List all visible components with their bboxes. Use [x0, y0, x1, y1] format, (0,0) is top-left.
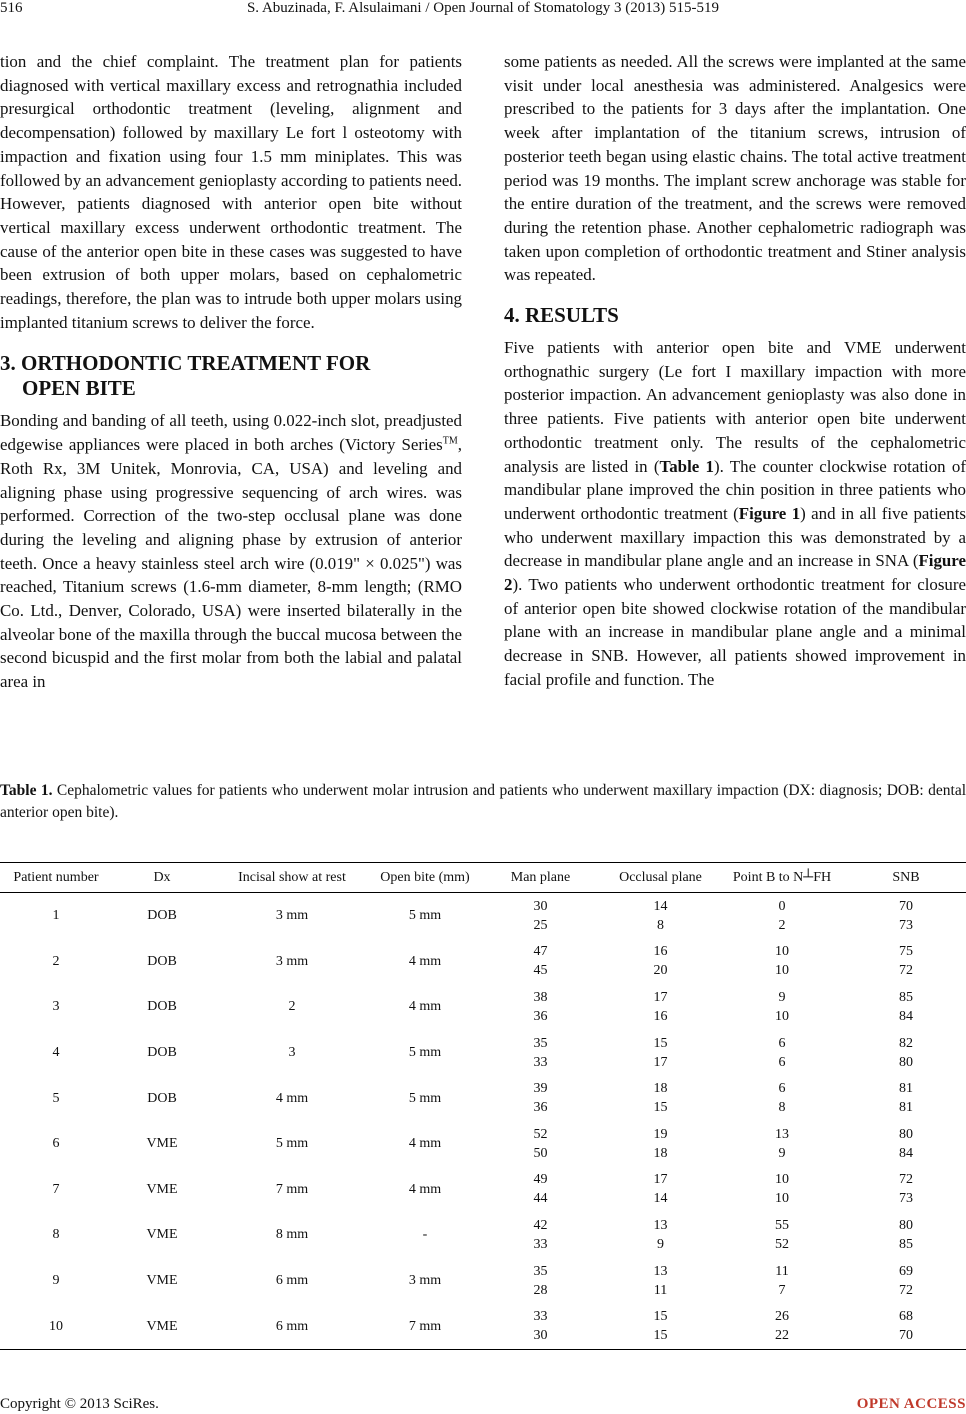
table-cell-occ: [603, 893, 718, 939]
column-header: Open bite (mm): [372, 863, 478, 893]
value-before: 15: [653, 1035, 668, 1051]
table-cell-incisal: 6 mm: [212, 1303, 372, 1349]
para-text: , Roth Rx, 3M Unitek, Monrovia, CA, USA) and leveling and aligning phase using progressive sequencing of arch wires. was performed. Correction of the two-step occlusal plane was done during the leveling and aligning phase by extrusion of anterior teeth. Once a heavy stainless steel arch wire (0.019" × 0.025") was reached, Titanium screws (1.6-mm diameter, 8-mm length; (RMO Co. Ltd., Denver, Colorado, USA) were inserted bilaterally in the alveolar bone of the maxilla through the buccal mucosa between the second bicuspid and the first molar from both the labial and palatal area in: [0, 435, 462, 692]
table-cell-occ: [603, 939, 718, 985]
figure-reference: Figure 2: [504, 551, 966, 595]
table-cell-incisal: 2: [288, 999, 296, 1015]
open-access-label: OPEN ACCESS: [856, 1396, 966, 1412]
table-cell-occ: [603, 1167, 718, 1213]
table-cell-openbite: 4 mm: [408, 999, 442, 1015]
value-after: 73: [899, 1191, 913, 1207]
table-cell-openbite: 5 mm: [408, 908, 442, 924]
cephalometric-table: [0, 862, 966, 1350]
table-cell-openbite: 5 mm: [408, 1045, 442, 1061]
value-before: 13: [775, 1126, 789, 1142]
value-before: 10: [775, 1172, 789, 1188]
table-cell-man: [478, 1258, 603, 1304]
value-after: 36: [533, 1100, 548, 1116]
table-cell-pb: [718, 939, 846, 985]
table-cell-dx: VME: [146, 1136, 178, 1152]
value-after: 10: [775, 1191, 789, 1207]
table-cell-openbite: 3 mm: [408, 1273, 442, 1289]
value-after: 50: [533, 1145, 548, 1161]
table-row: [0, 984, 966, 1030]
value-after: 9: [657, 1236, 664, 1252]
value-after: 73: [899, 917, 913, 933]
table-cell-incisal: 8 mm: [275, 1227, 309, 1243]
column-header: Occlusal plane: [603, 863, 718, 893]
table-cell-man: [478, 1303, 603, 1349]
value-after: 18: [653, 1145, 668, 1161]
table-cell-patient: 7: [52, 1181, 60, 1197]
table-body: [0, 893, 966, 1350]
table-cell-occ: [603, 1303, 718, 1349]
table-caption: [0, 780, 966, 824]
table-cell-pb: [718, 1258, 846, 1304]
table-cell-incisal: 3 mm: [275, 908, 309, 924]
table-cell-man: [478, 1167, 603, 1213]
value-before: 39: [533, 1081, 548, 1097]
left-paragraph-2: [0, 409, 462, 693]
value-before: 33: [533, 1309, 548, 1325]
value-before: 52: [533, 1126, 548, 1142]
value-after: 8: [778, 1100, 786, 1116]
table-cell-dx: VME: [146, 1181, 178, 1197]
value-before: 47: [533, 944, 548, 960]
table-cell-openbite: 5 mm: [408, 1090, 442, 1106]
para-text: Bonding and banding of all teeth, using 0.022-inch slot, preadjusted edgewise appliances were placed in both arches (Victory Series: [0, 411, 462, 455]
value-after: 80: [899, 1054, 913, 1070]
table-cell-pb: [718, 1303, 846, 1349]
table-cell-patient: 5: [52, 1090, 60, 1106]
table-cell-dx: DOB: [147, 908, 177, 924]
value-before: 17: [653, 989, 668, 1005]
table-cell-openbite: 4 mm: [408, 1181, 442, 1197]
table-reference: Table 1: [659, 456, 714, 476]
value-before: 35: [533, 1263, 548, 1279]
table-cell-incisal: 7 mm: [275, 1181, 309, 1197]
trademark-sup: TM: [442, 435, 458, 447]
value-after: 33: [533, 1054, 548, 1070]
page-header: [0, 0, 966, 32]
table-row: [0, 1075, 966, 1121]
value-before: 80: [899, 1126, 913, 1142]
table-cell-snb: [846, 1121, 966, 1167]
table-cell-snb: [846, 1167, 966, 1213]
value-after: 15: [653, 1100, 668, 1116]
value-after: 7: [778, 1282, 786, 1298]
running-head: S. Abuzinada, F. Alsulaimani / Open Journal of Stomatology 3 (2013) 515-519: [246, 0, 720, 16]
table-cell-man: [478, 1121, 603, 1167]
table-cell-pb: [718, 1167, 846, 1213]
value-after: 10: [775, 1008, 789, 1024]
value-after: 17: [653, 1054, 668, 1070]
value-before: 68: [899, 1309, 913, 1325]
value-after: 15: [653, 1328, 668, 1344]
value-before: 55: [775, 1217, 789, 1233]
value-before: 0: [778, 898, 786, 914]
heading-line-1: 3. ORTHODONTIC TREATMENT FOR: [0, 351, 371, 376]
value-after: 6: [778, 1054, 786, 1070]
right-column: [504, 50, 966, 692]
table-cell-patient: 4: [52, 1045, 60, 1061]
value-before: 19: [653, 1126, 668, 1142]
column-header: Patient number: [0, 863, 112, 893]
table-cell-patient: 6: [52, 1136, 60, 1152]
value-after: 84: [899, 1008, 913, 1024]
value-before: 81: [899, 1081, 913, 1097]
table-row: [0, 939, 966, 985]
column-header: Dx: [112, 863, 212, 893]
table-cell-snb: [846, 1212, 966, 1258]
value-after: 36: [533, 1008, 548, 1024]
value-before: 80: [899, 1217, 913, 1233]
value-before: 85: [899, 989, 913, 1005]
table-cell-dx: DOB: [147, 999, 177, 1015]
table-cell-pb: [718, 893, 846, 939]
value-before: 15: [653, 1309, 668, 1325]
table-cell-patient: 1: [52, 908, 60, 924]
value-before: 35: [533, 1035, 548, 1051]
value-before: 10: [775, 944, 789, 960]
table-cell-openbite: 4 mm: [408, 1136, 442, 1152]
value-before: 49: [533, 1172, 548, 1188]
value-after: 45: [533, 963, 548, 979]
value-before: 38: [533, 989, 548, 1005]
para-text: Five patients with anterior open bite and VME underwent orthognathic surgery (Le fort I maxillary impaction with more posterior impaction. An advancement genioplasty was also done in three patients. Five patients with anterior open bite underwent orthodontic treatment only. The results of the cephalometric analysis are listed in (: [504, 338, 966, 476]
table-cell-man: [478, 1075, 603, 1121]
page-number: 516: [0, 0, 23, 16]
column-header: SNB: [846, 863, 966, 893]
column-header: Man plane: [478, 863, 603, 893]
table-row: [0, 893, 966, 939]
value-before: 18: [653, 1081, 668, 1097]
table-row: [0, 1212, 966, 1258]
value-before: 72: [899, 1172, 913, 1188]
column-header: Point B to N┴FH: [718, 863, 846, 893]
table-row: [0, 1030, 966, 1076]
value-after: 33: [533, 1236, 548, 1252]
section-heading-orthodontic-treatment: [0, 351, 462, 401]
value-after: 72: [899, 963, 913, 979]
table-cell-dx: VME: [112, 1303, 212, 1349]
table-cell-pb: [718, 1212, 846, 1258]
table-cell-man: [478, 1030, 603, 1076]
table-cell-patient: 10: [0, 1303, 112, 1349]
value-after: 25: [533, 917, 548, 933]
table-cell-snb: [846, 1030, 966, 1076]
left-paragraph-1: tion and the chief complaint. The treatment plan for patients diagnosed with vertical maxillary excess and retrognathia included presurgical orthodontic treatment (leveling, alignment and decompensation) followed by maxillary Le fort l osteotomy with impaction and fixation using four 1.5 mm miniplates. This was followed by an advancement genioplasty according to patients need. However, patients diagnosed with anterior open bite without vertical maxillary excess underwent orthodontic treatment. The cause of the anterior open bite in these cases was suggested to have been extrusion of both upper molars, based on cephalometric readings, therefore, the plan was to intrude both upper molars using implanted titanium screws to deliver the force.: [0, 52, 462, 332]
value-before: 26: [775, 1309, 789, 1325]
value-before: 14: [653, 898, 668, 914]
table-cell-occ: [603, 1258, 718, 1304]
value-before: 82: [899, 1035, 913, 1051]
copyright-notice: Copyright © 2013 SciRes.: [0, 1396, 159, 1412]
value-before: 13: [653, 1263, 668, 1279]
column-header: Incisal show at rest: [212, 863, 372, 893]
value-before: 6: [778, 1035, 786, 1051]
value-before: 9: [778, 989, 786, 1005]
table-cell-snb: [846, 939, 966, 985]
value-after: 70: [899, 1328, 913, 1344]
left-column: [0, 50, 462, 694]
table-cell-patient: 9: [52, 1273, 60, 1289]
table-cell-pb: [718, 1121, 846, 1167]
value-after: 52: [775, 1236, 789, 1252]
heading-line-2: OPEN BITE: [22, 376, 136, 401]
caption-label: Table 1.: [0, 782, 53, 799]
table-cell-pb: [718, 1030, 846, 1076]
para-text: ) and in all five patients who underwent maxillary impaction this was demonstrated by a decrease in mandibular plane angle and an increase in SNA (: [504, 503, 966, 571]
table-cell-incisal: 6 mm: [275, 1273, 309, 1289]
table-cell-man: [478, 939, 603, 985]
table-row: [0, 1303, 966, 1349]
table-cell-dx: DOB: [147, 1090, 177, 1106]
value-before: 11: [775, 1263, 789, 1279]
value-before: 30: [533, 898, 548, 914]
table-cell-incisal: 3: [288, 1045, 296, 1061]
table-cell-man: [478, 984, 603, 1030]
table-cell-dx: DOB: [147, 953, 177, 969]
table-header-row: [0, 863, 966, 893]
right-paragraph-1: some patients as needed. All the screws were implanted at the same visit under local anesthesia was administered. Analgesics were prescribed to the patients for 3 days after the implantation. One week after implantation of the titanium screws, intrusion of posterior teeth began using elastic chains. The total active treatment period was 19 months. The implant screw anchorage was stable for the entire duration of the treatment, and the screws were removed during the retention phase. Another cephalometric radiograph was taken upon completion of orthodontic treatment and Stiner analysis was repeated.: [504, 52, 966, 285]
value-after: 84: [899, 1145, 913, 1161]
value-before: 17: [653, 1172, 668, 1188]
value-before: 42: [533, 1217, 548, 1233]
table-cell-patient: 3: [52, 999, 60, 1015]
value-before: 75: [899, 944, 913, 960]
table-cell-occ: [603, 1121, 718, 1167]
value-after: 72: [899, 1282, 913, 1298]
value-after: 2: [778, 917, 786, 933]
section-heading-results: 4. RESULTS: [504, 303, 619, 328]
value-after: 85: [899, 1236, 913, 1252]
value-after: 22: [775, 1328, 789, 1344]
table-cell-openbite: 7 mm: [372, 1303, 478, 1349]
table-cell-occ: [603, 1075, 718, 1121]
table-cell-patient: 2: [52, 953, 60, 969]
table-cell-man: [478, 893, 603, 939]
value-before: 69: [899, 1263, 913, 1279]
table-cell-incisal: 3 mm: [275, 953, 309, 969]
value-after: 20: [653, 963, 668, 979]
value-after: 81: [899, 1100, 913, 1116]
table-cell-snb: [846, 1303, 966, 1349]
table-row: [0, 1167, 966, 1213]
figure-reference: Figure 1: [738, 503, 801, 523]
value-after: 11: [653, 1282, 668, 1298]
table-cell-incisal: 5 mm: [275, 1136, 309, 1152]
value-before: 70: [899, 898, 913, 914]
para-text: ). The counter clockwise rotation of mandibular plane improved the chin position in three patients who underwent orthodontic treatment (: [504, 456, 966, 523]
table-cell-pb: [718, 1075, 846, 1121]
table-cell-snb: [846, 984, 966, 1030]
table-cell-openbite: -: [422, 1227, 428, 1243]
table-cell-occ: [603, 984, 718, 1030]
para-text: ). Two patients who underwent orthodontic treatment for closure of anterior open bite showed clockwise rotation of the mandibular plane with an increase in mandibular plane angle and a minimal decrease in SNB. However, all patients showed improvement in facial profile and function. The: [504, 575, 966, 689]
table-row: [0, 1121, 966, 1167]
value-after: 14: [653, 1191, 668, 1207]
value-before: 16: [653, 944, 668, 960]
table-cell-snb: [846, 893, 966, 939]
table-cell-pb: [718, 984, 846, 1030]
value-after: 8: [657, 917, 664, 933]
table-cell-occ: [603, 1030, 718, 1076]
value-before: 6: [778, 1081, 786, 1097]
table-cell-patient: 8: [52, 1227, 60, 1243]
table-cell-occ: [603, 1212, 718, 1258]
caption-text: Cephalometric values for patients who underwent molar intrusion and patients who underwent maxillary impaction (DX: diagnosis; DOB: dental anterior open bite).: [0, 782, 966, 821]
table-row: [0, 1258, 966, 1304]
table-cell-incisal: 4 mm: [275, 1090, 309, 1106]
value-after: 9: [778, 1145, 786, 1161]
table-cell-dx: VME: [146, 1273, 178, 1289]
table-cell-snb: [846, 1258, 966, 1304]
value-after: 28: [533, 1282, 548, 1298]
value-after: 10: [775, 963, 789, 979]
value-after: 30: [533, 1328, 548, 1344]
table-cell-snb: [846, 1075, 966, 1121]
value-before: 13: [653, 1217, 668, 1233]
table-cell-openbite: 4 mm: [408, 953, 442, 969]
table-cell-man: [478, 1212, 603, 1258]
table-cell-dx: VME: [146, 1227, 178, 1243]
value-after: 44: [533, 1191, 548, 1207]
value-after: 16: [653, 1008, 668, 1024]
right-paragraph-2: [504, 336, 966, 692]
table-cell-dx: DOB: [147, 1045, 177, 1061]
